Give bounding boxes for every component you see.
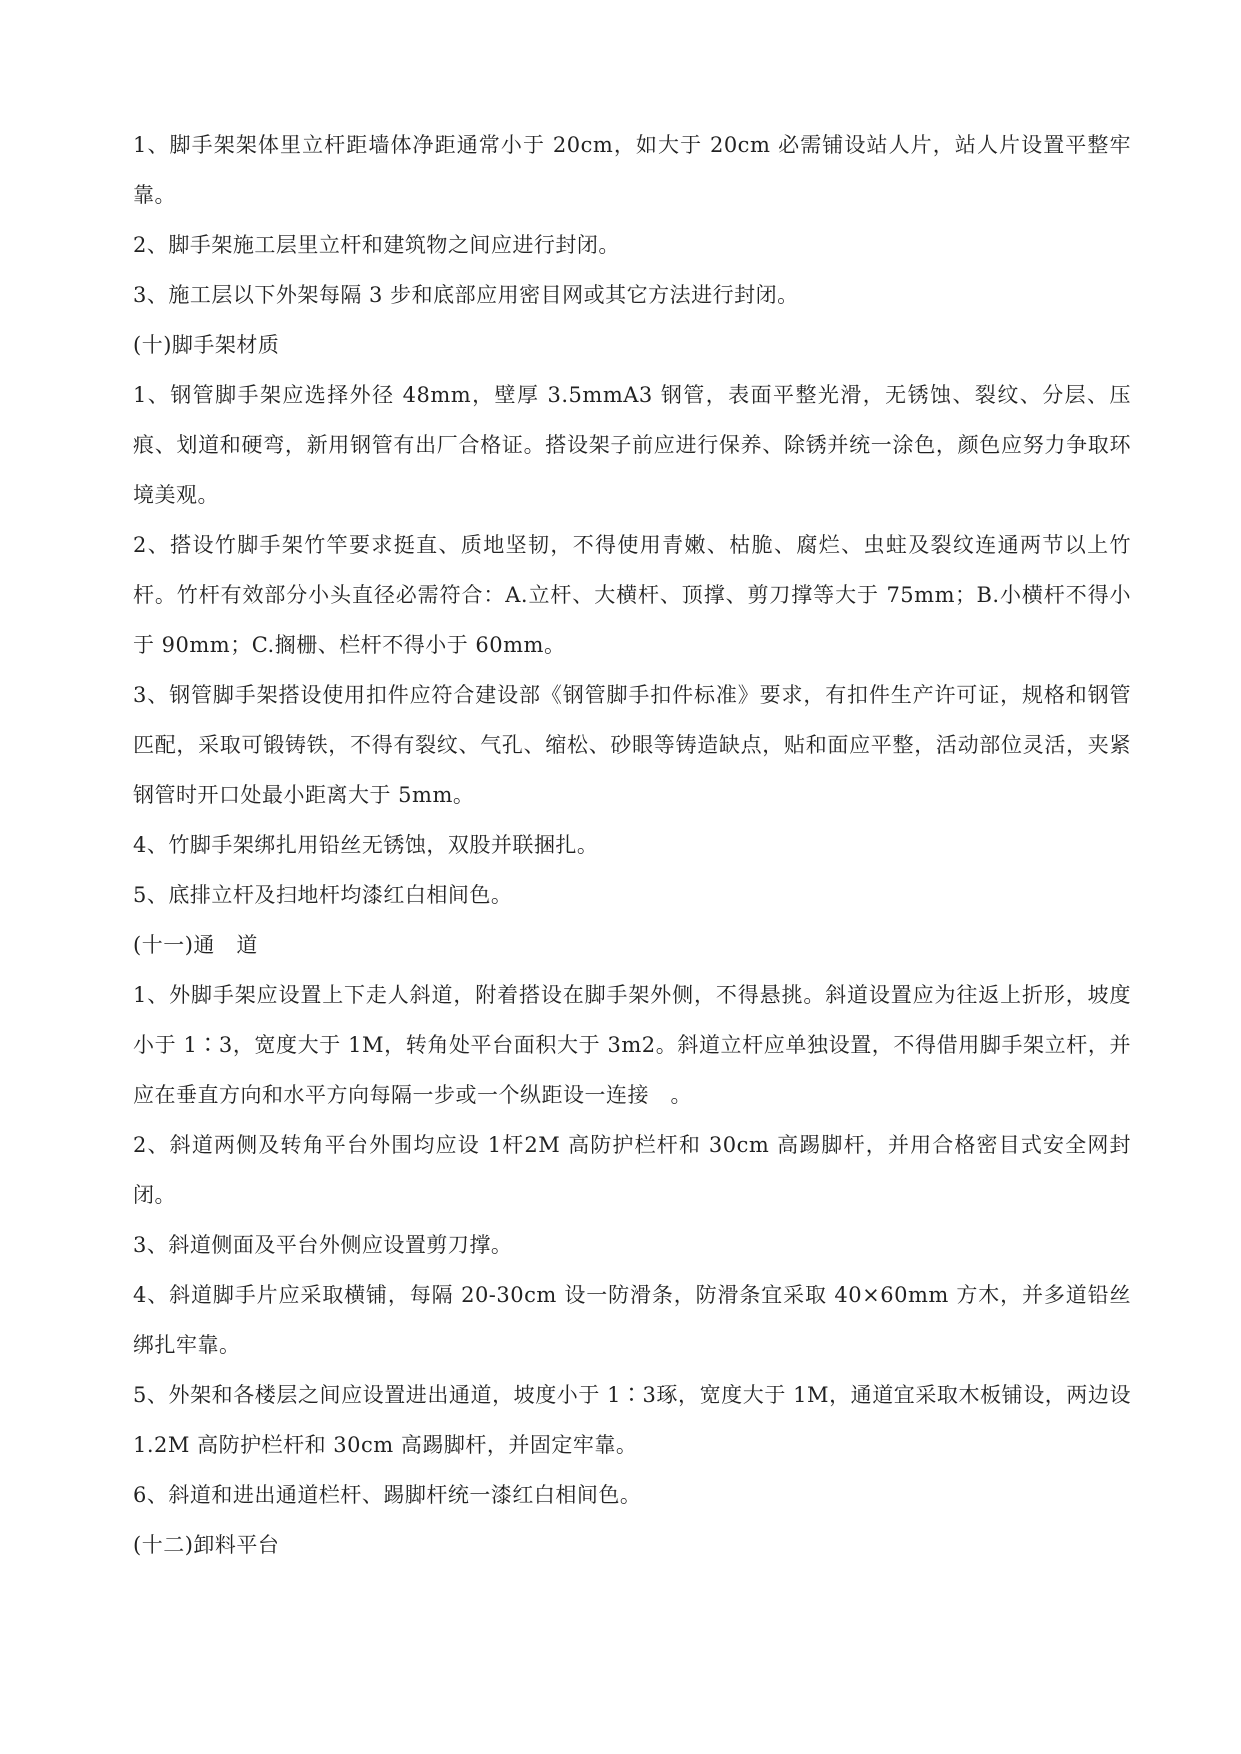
paragraph-4: 1、钢管脚手架应选择外径 48mm，壁厚 3.5mmA3 钢管，表面平整光滑，无锈蚀、裂纹、分层、压痕、划道和硬弯，新用钢管有出厂合格证。搭设架子前应进行保养、除锈并统一涂色，颜色应努力争取环境美观。 [133,383,1131,507]
paragraph-13: 5、外架和各楼层之间应设置进出通道，坡度小于 1∶3琢，宽度大于 1M，通道宜采取木板铺设，两边设 1.2M 高防护栏杆和 30cm 高踢脚杆，并固定牢靠。 [133,1383,1131,1457]
paragraph-6: 3、钢管脚手架搭设使用扣件应符合建设部《钢管脚手扣件标准》要求，有扣件生产许可证，规格和钢管匹配，采取可锻铸铁，不得有裂纹、气孔、缩松、砂眼等铸造缺点，贴和面应平整，活动部位灵活，夹紧钢管时开口处最小距离大于 5mm。 [133,683,1131,807]
paragraph-12: 4、斜道脚手片应采取横铺，每隔 20-30cm 设一防滑条，防滑条宜采取 40×60mm 方木，并多道铅丝绑扎牢靠。 [133,1283,1131,1357]
section-heading-10: (十)脚手架材质 [133,333,280,357]
paragraph-7: 4、竹脚手架绑扎用铅丝无锈蚀，双股并联捆扎。 [133,833,599,857]
section-heading-11: (十一)通 道 [133,933,258,957]
paragraph-2: 2、脚手架施工层里立杆和建筑物之间应进行封闭。 [133,233,620,257]
paragraph-3: 3、施工层以下外架每隔 3 步和底部应用密目网或其它方法进行封闭。 [133,283,799,307]
paragraph-14: 6、斜道和进出通道栏杆、踢脚杆统一漆红白相间色。 [133,1483,642,1507]
paragraph-9: 1、外脚手架应设置上下走人斜道，附着搭设在脚手架外侧，不得悬挑。斜道设置应为往返上折形，坡度小于 1∶3，宽度大于 1M，转角处平台面积大于 3m2。斜道立杆应单独设置，不得借用脚手架立杆，并应在垂直方向和水平方向每隔一步或一个纵距设一连接 。 [133,983,1131,1107]
paragraph-10: 2、斜道两侧及转角平台外围均应设 1杆2M 高防护栏杆和 30cm 高踢脚杆，并用合格密目式安全网封闭。 [133,1133,1131,1207]
paragraph-8: 5、底排立杆及扫地杆均漆红白相间色。 [133,883,513,907]
paragraph-1: 1、脚手架架体里立杆距墙体净距通常小于 20cm，如大于 20cm 必需铺设站人片，站人片设置平整牢靠。 [133,133,1131,207]
paragraph-5: 2、搭设竹脚手架竹竿要求挺直、质地坚韧，不得使用青嫩、枯脆、腐烂、虫蛀及裂纹连通两节以上竹杆。竹杆有效部分小头直径必需符合：A.立杆、大横杆、顶撑、剪刀撑等大于 75mm；B.小横杆不得小于 90mm；C.搁栅、栏杆不得小于 60mm。 [133,533,1131,657]
section-heading-12: (十二)卸料平台 [133,1533,280,1557]
paragraph-11: 3、斜道侧面及平台外侧应设置剪刀撑。 [133,1233,513,1257]
